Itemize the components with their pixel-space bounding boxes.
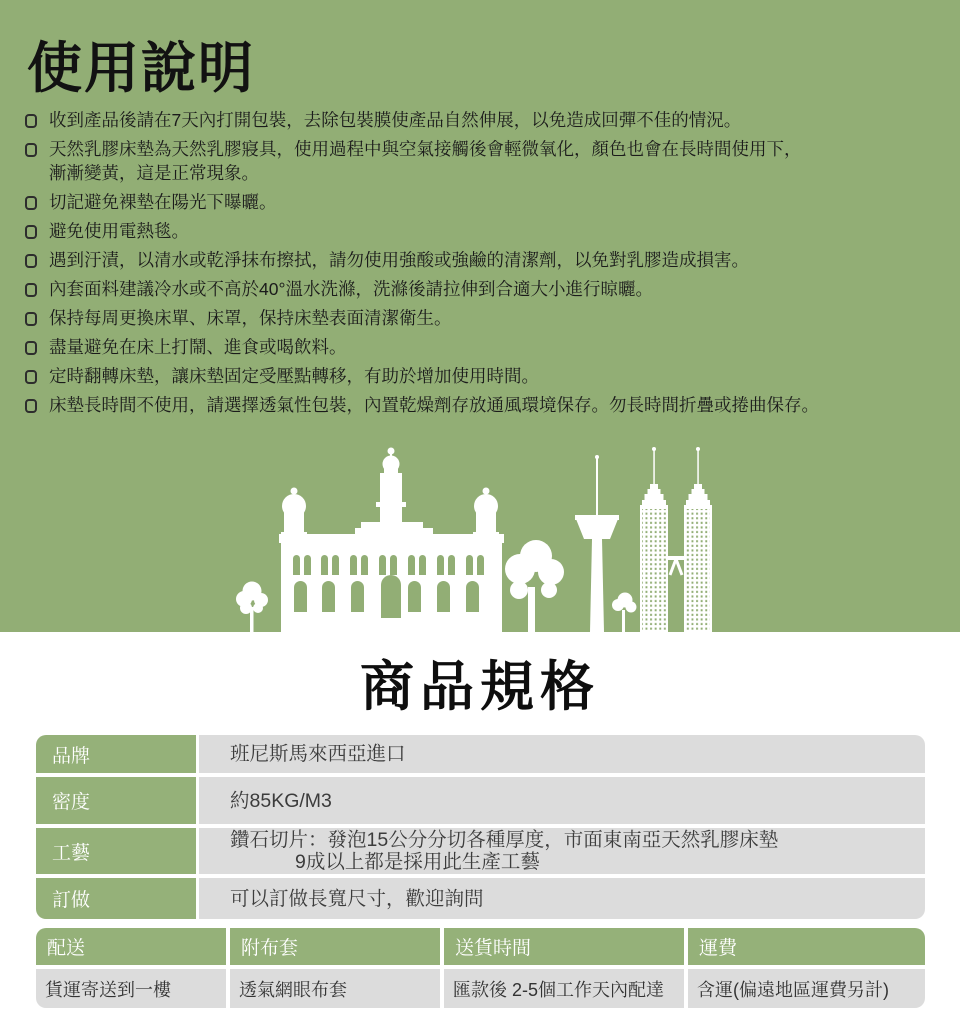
shipping-header-cell: 送貨時間 [444, 928, 684, 965]
usage-item-text: 定時翻轉床墊，讓床墊固定受壓點轉移，有助於增加使用時間。 [49, 366, 539, 386]
square-bullet-icon [25, 196, 37, 210]
usage-item [25, 137, 938, 185]
shipping-header-cell: 配送 [36, 928, 226, 965]
square-bullet-icon [25, 370, 37, 384]
usage-item [25, 393, 938, 417]
usage-title: 使用說明 [27, 37, 256, 99]
shipping-value-cell: 透氣網眼布套 [230, 969, 440, 1008]
usage-item-text: 收到產品後請在7天內打開包裝，去除包裝膜使產品自然伸展，以免造成回彈不佳的情況。 [49, 110, 742, 130]
spec-row [36, 777, 925, 824]
usage-item-text: 天然乳膠床墊為天然乳膠寢具，使用過程中與空氣接觸後會輕微氧化，顏色也會在長時間使用下， 漸漸變黃，這是正常現象。 [49, 139, 802, 183]
shipping-value-cell: 含運(偏遠地區運費另計) [688, 969, 925, 1008]
usage-item [25, 219, 938, 243]
spec-table [36, 735, 925, 919]
sultan-abdul-samad-building-icon [279, 448, 504, 633]
tree-icon [505, 540, 564, 632]
spec-title: 商品規格 [360, 657, 600, 717]
tree-icon [236, 582, 268, 633]
shipping-table [36, 928, 925, 1008]
usage-item-text: 遇到汙漬，以清水或乾淨抹布擦拭，請勿使用強酸或強鹼的清潔劑，以免對乳膠造成損害。 [49, 250, 749, 270]
tree-icon [612, 593, 637, 633]
shipping-value-cell: 匯款後 2-5個工作天內配達 [444, 969, 684, 1008]
square-bullet-icon [25, 283, 37, 297]
square-bullet-icon [25, 143, 37, 157]
spec-label: 工藝 [36, 828, 196, 874]
spec-row [36, 878, 925, 919]
usage-list [25, 108, 938, 422]
usage-item [25, 364, 938, 388]
square-bullet-icon [25, 399, 37, 413]
usage-item-text: 切記避免裸墊在陽光下曝曬。 [49, 192, 277, 212]
square-bullet-icon [25, 114, 37, 128]
spec-value: 可以訂做長寬尺寸，歡迎詢問 [199, 878, 925, 919]
kuala-lumpur-skyline-illustration [0, 442, 960, 632]
usage-item [25, 108, 938, 132]
spec-label: 密度 [36, 777, 196, 824]
petronas-twin-towers-icon [640, 447, 712, 632]
shipping-header-cell: 運費 [688, 928, 925, 965]
spec-label: 訂做 [36, 878, 196, 919]
usage-item [25, 190, 938, 214]
square-bullet-icon [25, 312, 37, 326]
square-bullet-icon [25, 254, 37, 268]
shipping-header-cell: 附布套 [230, 928, 440, 965]
spec-label: 品牌 [36, 735, 196, 773]
usage-item-text: 盡量避免在床上打鬧、進食或喝飲料。 [49, 337, 347, 357]
usage-item-text: 避免使用電熱毯。 [49, 221, 189, 241]
spec-row [36, 735, 925, 773]
usage-item-text: 床墊長時間不使用，請選擇透氣性包裝，內置乾燥劑存放通風環境保存。勿長時間折疊或捲曲保存。 [49, 395, 819, 415]
usage-item [25, 277, 938, 301]
square-bullet-icon [25, 341, 37, 355]
spec-row [36, 828, 925, 874]
usage-item [25, 335, 938, 359]
usage-item-text: 內套面料建議冷水或不高於40°溫水洗滌，洗滌後請拉伸到合適大小進行晾曬。 [49, 279, 653, 299]
shipping-value-cell: 貨運寄送到一樓 [36, 969, 226, 1008]
spec-value: 約85KG/M3 [199, 777, 925, 824]
spec-value: 班尼斯馬來西亞進口 [199, 735, 925, 773]
usage-item [25, 306, 938, 330]
usage-item-text: 保持每周更換床單、床罩，保持床墊表面清潔衛生。 [49, 308, 452, 328]
usage-item [25, 248, 938, 272]
square-bullet-icon [25, 225, 37, 239]
spec-value: 鑽石切片：發泡15公分分切各種厚度，市面東南亞天然乳膠床墊 9成以上都是採用此生產工藝 [199, 828, 925, 874]
